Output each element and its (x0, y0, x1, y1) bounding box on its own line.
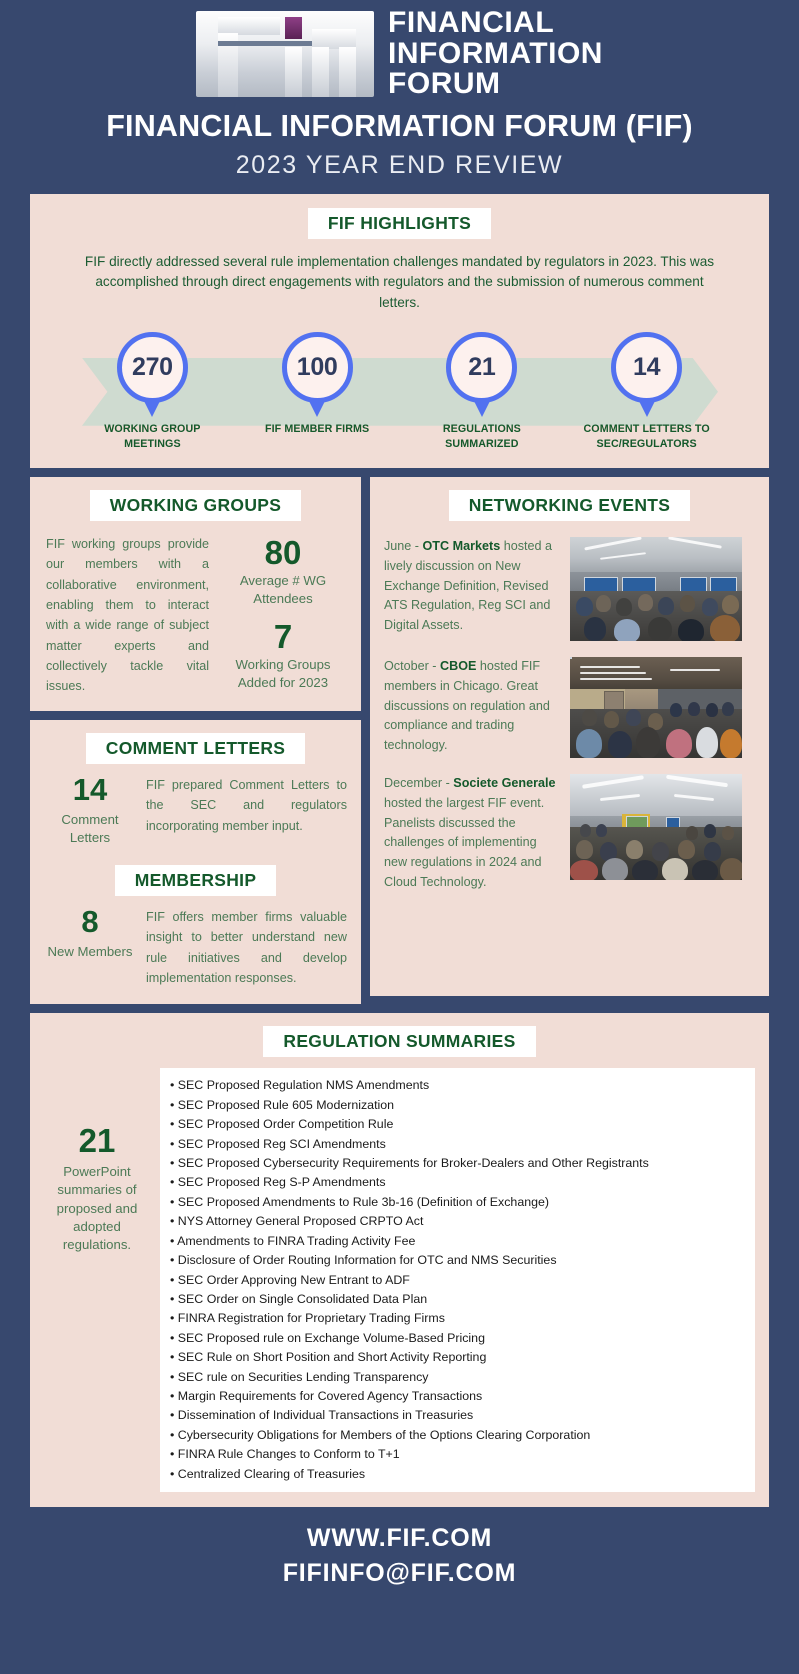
fif-logo (0, 8, 799, 100)
event-rest: hosted the largest FIF event. Panelists discussed the challenges of implementing new regulations in 2024 and Cloud Technology. (384, 795, 545, 890)
stat-value: 100 (296, 352, 338, 381)
list-item: • SEC Proposed Rule 605 Modernization (170, 1097, 395, 1112)
networking-event-1 (370, 657, 769, 758)
event-rest: hosted FIF members in Chicago. Great discussions on regulation and compliance and trading technology. (384, 658, 550, 753)
list-item: • SEC Rule on Short Position and Short Activity Reporting (170, 1350, 487, 1365)
event-host: Societe Generale (453, 775, 556, 790)
list-item: • SEC Order on Single Consolidated Data Plan (170, 1291, 428, 1306)
networking-event-2 (370, 774, 769, 893)
wg-stat1-value: 80 (264, 533, 302, 571)
membership-value: 8 (81, 903, 99, 939)
mid-right-column (370, 477, 769, 996)
logo-line-3: FORUM (388, 67, 501, 101)
mid-section (30, 477, 769, 1005)
page-title: FINANCIAL INFORMATION FORUM (FIF) (106, 108, 693, 143)
highlight-stat-3 (572, 332, 722, 452)
stat-pin-circle (282, 332, 353, 403)
list-item: • SEC Proposed Amendments to Rule 3b-16 (Definition of Exchange) (170, 1194, 550, 1209)
list-item: • NYS Attorney General Proposed CRPTO Act (170, 1214, 424, 1229)
membership-caption: New Members (47, 943, 133, 959)
event-month: October - (384, 658, 440, 673)
highlights-title: FIF HIGHLIGHTS (308, 208, 491, 239)
stat-value: 270 (131, 352, 173, 381)
highlight-stat-0 (77, 332, 227, 452)
highlights-stats (30, 332, 769, 452)
list-item: • SEC Proposed rule on Exchange Volume-Based Pricing (170, 1330, 485, 1345)
wg-stat2-value: 7 (273, 617, 293, 655)
footer-email[interactable]: FIFINFO@FIF.COM (282, 1559, 517, 1588)
comment-letters-membership-panel (30, 720, 361, 1005)
header (0, 0, 799, 180)
membership-title: MEMBERSHIP (115, 865, 277, 896)
list-item: • FINRA Registration for Proprietary Trading Firms (170, 1311, 445, 1326)
list-item: • Amendments to FINRA Trading Activity Fee (170, 1233, 416, 1248)
event-photo-june (570, 537, 742, 641)
fif-logo-mark-icon (196, 11, 374, 97)
wg-stat2-caption: Working Groups Added for 2023 (235, 657, 331, 691)
stat-pin-circle (446, 332, 517, 403)
working-groups-body: FIF working groups provide our members with a collaborative environment, enabling them to interact with a wide range of subject matter experts and collectively tackle vital issues. (46, 536, 209, 694)
page-subtitle: 2023 YEAR END REVIEW (235, 150, 564, 179)
list-item: • SEC Proposed Reg S-P Amendments (170, 1175, 386, 1190)
networking-event-0 (370, 537, 769, 641)
event-host: OTC Markets (422, 538, 501, 553)
wg-stat1-caption: Average # WG Attendees (239, 573, 327, 607)
highlight-stat-2 (407, 332, 557, 452)
stat-label: REGULATIONS SUMMARIZED (442, 422, 521, 450)
stat-value: 14 (633, 352, 661, 381)
comment-letters-value: 14 (72, 771, 108, 807)
highlight-stat-1 (242, 332, 392, 452)
footer-website[interactable]: WWW.FIF.COM (306, 1523, 493, 1552)
list-item: • Disclosure of Order Routing Information for OTC and NMS Securities (170, 1253, 557, 1268)
event-photo-december (570, 774, 742, 880)
regulation-summaries-panel (30, 1013, 769, 1507)
fif-logo-wordmark (388, 8, 603, 100)
regulations-value: 21 (78, 1122, 116, 1160)
stat-value: 21 (468, 352, 496, 381)
list-item: • Margin Requirements for Covered Agency Transactions (170, 1388, 483, 1403)
list-item: • SEC Proposed Reg SCI Amendments (170, 1136, 386, 1151)
stat-label: COMMENT LETTERS TO SEC/REGULATORS (583, 422, 710, 450)
highlights-description: FIF directly addressed several rule implementation challenges mandated by regulators in 2023. This was accomplished through direct engagements with regulators and the submission of numerous comment letters. (84, 253, 715, 311)
event-description (384, 537, 560, 636)
list-item: • SEC Proposed Cybersecurity Requirements for Broker-Dealers and Other Registrants (170, 1156, 649, 1171)
stat-label: WORKING GROUP MEETINGS (104, 422, 201, 450)
list-item: • SEC Proposed Regulation NMS Amendments (170, 1078, 430, 1093)
event-description (384, 657, 560, 756)
list-item: • Cybersecurity Obligations for Members of the Options Clearing Corporation (170, 1427, 591, 1442)
event-host: CBOE (440, 658, 477, 673)
regulation-list (160, 1068, 755, 1492)
event-photo-october (570, 657, 742, 758)
event-rest: hosted a lively discussion on New Exchange Definition, Revised ATS Regulation, Reg SCI and Digital Assets. (384, 538, 553, 633)
working-groups-title: WORKING GROUPS (90, 490, 301, 521)
working-groups-panel (30, 477, 361, 711)
logo-line-1: FINANCIAL (388, 6, 555, 39)
comment-letters-caption: Comment Letters (61, 811, 119, 845)
stat-pin-circle (611, 332, 682, 403)
event-month: June - (384, 538, 423, 553)
list-item: • FINRA Rule Changes to Conform to T+1 (170, 1447, 400, 1462)
networking-events-title: NETWORKING EVENTS (449, 490, 691, 521)
membership-body: FIF offers member firms valuable insight to better understand new rule initiatives and develop implementation responses. (146, 909, 347, 986)
list-item: • SEC rule on Securities Lending Transparency (170, 1369, 429, 1384)
regulations-caption: PowerPoint summaries of proposed and adopted regulations. (56, 1164, 138, 1252)
networking-events-panel (370, 477, 769, 996)
list-item: • SEC Order Approving New Entrant to ADF (170, 1272, 410, 1287)
mid-left-column (30, 477, 361, 1005)
logo-line-2: INFORMATION (388, 36, 603, 70)
comment-letters-body: FIF prepared Comment Letters to the SEC and regulators incorporating member input. (146, 777, 347, 833)
fif-highlights-panel (30, 194, 769, 468)
stat-label: FIF MEMBER FIRMS (264, 422, 370, 435)
list-item: • Centralized Clearing of Treasuries (170, 1466, 366, 1481)
comment-letters-title: COMMENT LETTERS (86, 733, 306, 764)
footer (0, 1507, 799, 1608)
event-description (384, 774, 560, 893)
regulation-summaries-title: REGULATION SUMMARIES (263, 1026, 535, 1057)
event-month: December - (384, 775, 454, 790)
stat-pin-circle (117, 332, 188, 403)
list-item: • Dissemination of Individual Transactions in Treasuries (170, 1408, 474, 1423)
list-item: • SEC Proposed Order Competition Rule (170, 1117, 394, 1132)
